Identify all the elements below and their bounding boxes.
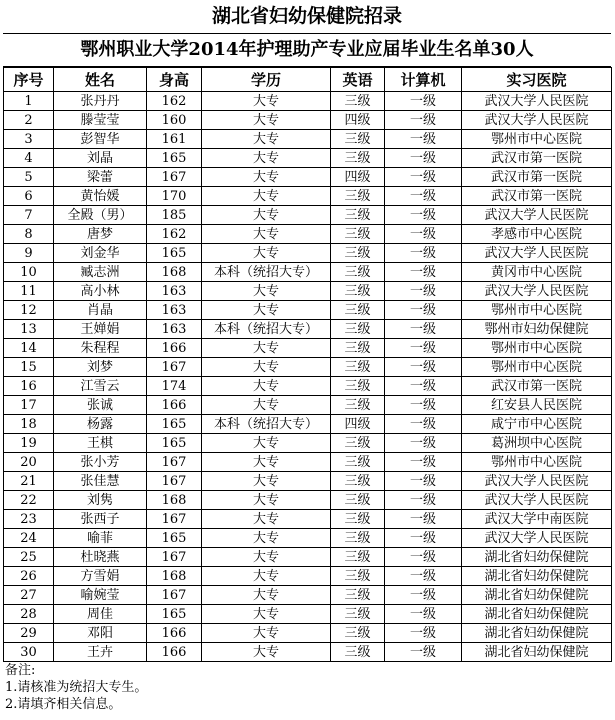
cell-computer: 一级 [385, 472, 462, 491]
cell-height: 165 [147, 415, 202, 434]
table-row [4, 168, 612, 187]
cell-index: 12 [4, 301, 54, 320]
table-row [4, 320, 612, 339]
cell-name: 张丹丹 [54, 92, 147, 111]
table-row [4, 472, 612, 491]
cell-education: 本科（统招大专） [202, 415, 331, 434]
cell-hospital: 武汉大学人民医院 [462, 529, 612, 548]
cell-education: 大专 [202, 567, 331, 586]
cell-english: 四级 [331, 111, 385, 130]
cell-education: 大专 [202, 548, 331, 567]
cell-computer: 一级 [385, 130, 462, 149]
cell-index: 18 [4, 415, 54, 434]
cell-height: 165 [147, 149, 202, 168]
cell-name: 全殿（男） [54, 206, 147, 225]
cell-computer: 一级 [385, 358, 462, 377]
cell-education: 大专 [202, 358, 331, 377]
cell-hospital: 武汉大学人民医院 [462, 206, 612, 225]
table-row [4, 206, 612, 225]
cell-name: 方雪娟 [54, 567, 147, 586]
cell-index: 3 [4, 130, 54, 149]
cell-height: 165 [147, 529, 202, 548]
cell-height: 174 [147, 377, 202, 396]
cell-computer: 一级 [385, 377, 462, 396]
table-row [4, 415, 612, 434]
cell-height: 166 [147, 396, 202, 415]
cell-computer: 一级 [385, 301, 462, 320]
cell-english: 三级 [331, 282, 385, 301]
cell-name: 刘晶 [54, 149, 147, 168]
cell-english: 三级 [331, 453, 385, 472]
cell-education: 大专 [202, 206, 331, 225]
cell-english: 三级 [331, 396, 385, 415]
cell-english: 三级 [331, 605, 385, 624]
cell-education: 大专 [202, 529, 331, 548]
cell-education: 大专 [202, 282, 331, 301]
cell-hospital: 湖北省妇幼保健院 [462, 586, 612, 605]
cell-height: 168 [147, 491, 202, 510]
cell-education: 大专 [202, 168, 331, 187]
cell-height: 167 [147, 510, 202, 529]
cell-index: 10 [4, 263, 54, 282]
cell-education: 大专 [202, 187, 331, 206]
cell-computer: 一级 [385, 415, 462, 434]
cell-height: 165 [147, 434, 202, 453]
cell-index: 23 [4, 510, 54, 529]
cell-hospital: 鄂州市妇幼保健院 [462, 320, 612, 339]
cell-education: 大专 [202, 586, 331, 605]
cell-english: 三级 [331, 358, 385, 377]
cell-name: 黄怡媛 [54, 187, 147, 206]
cell-height: 162 [147, 92, 202, 111]
cell-hospital: 武汉大学人民医院 [462, 92, 612, 111]
cell-name: 臧志洲 [54, 263, 147, 282]
cell-hospital: 湖北省妇幼保健院 [462, 643, 612, 662]
cell-hospital: 武汉大学人民医院 [462, 282, 612, 301]
cell-height: 160 [147, 111, 202, 130]
cell-height: 170 [147, 187, 202, 206]
header-index: 序号 [4, 68, 54, 92]
table-row [4, 396, 612, 415]
cell-computer: 一级 [385, 434, 462, 453]
cell-name: 刘隽 [54, 491, 147, 510]
cell-name: 刘梦 [54, 358, 147, 377]
cell-name: 江雪云 [54, 377, 147, 396]
cell-hospital: 葛洲坝中心医院 [462, 434, 612, 453]
cell-index: 26 [4, 567, 54, 586]
cell-name: 滕莹莹 [54, 111, 147, 130]
cell-name: 彭智华 [54, 130, 147, 149]
cell-computer: 一级 [385, 244, 462, 263]
cell-index: 29 [4, 624, 54, 643]
cell-education: 大专 [202, 491, 331, 510]
cell-english: 三级 [331, 225, 385, 244]
table-body [4, 92, 612, 662]
header-height: 身高 [147, 68, 202, 92]
cell-hospital: 湖北省妇幼保健院 [462, 548, 612, 567]
cell-computer: 一级 [385, 339, 462, 358]
graduate-table [3, 67, 612, 662]
cell-english: 四级 [331, 168, 385, 187]
notes [3, 662, 611, 713]
cell-english: 三级 [331, 130, 385, 149]
cell-name: 王婵娟 [54, 320, 147, 339]
table-row [4, 529, 612, 548]
cell-computer: 一级 [385, 491, 462, 510]
cell-height: 185 [147, 206, 202, 225]
table-row [4, 377, 612, 396]
cell-english: 三级 [331, 472, 385, 491]
cell-name: 刘金华 [54, 244, 147, 263]
cell-computer: 一级 [385, 206, 462, 225]
cell-computer: 一级 [385, 168, 462, 187]
cell-hospital: 武汉大学人民医院 [462, 491, 612, 510]
document-subtitle: 鄂州职业大学2014年护理助产专业应届毕业生名单30人 [3, 34, 611, 67]
cell-english: 四级 [331, 415, 385, 434]
cell-hospital: 鄂州市中心医院 [462, 130, 612, 149]
cell-english: 三级 [331, 320, 385, 339]
table-row [4, 491, 612, 510]
table-row [4, 510, 612, 529]
cell-computer: 一级 [385, 149, 462, 168]
table-row [4, 358, 612, 377]
cell-english: 三级 [331, 624, 385, 643]
cell-education: 大专 [202, 510, 331, 529]
cell-name: 张西子 [54, 510, 147, 529]
cell-height: 163 [147, 301, 202, 320]
cell-name: 张诚 [54, 396, 147, 415]
cell-index: 16 [4, 377, 54, 396]
cell-index: 9 [4, 244, 54, 263]
cell-computer: 一级 [385, 92, 462, 111]
cell-english: 三级 [331, 548, 385, 567]
cell-education: 大专 [202, 624, 331, 643]
cell-index: 17 [4, 396, 54, 415]
cell-height: 166 [147, 624, 202, 643]
cell-index: 5 [4, 168, 54, 187]
cell-index: 21 [4, 472, 54, 491]
table-row [4, 301, 612, 320]
cell-hospital: 武汉大学人民医院 [462, 472, 612, 491]
table-row [4, 111, 612, 130]
cell-hospital: 武汉市第一医院 [462, 187, 612, 206]
cell-index: 20 [4, 453, 54, 472]
header-name: 姓名 [54, 68, 147, 92]
table-row [4, 339, 612, 358]
cell-index: 2 [4, 111, 54, 130]
cell-index: 25 [4, 548, 54, 567]
table-row [4, 548, 612, 567]
note-item: 2.请填齐相关信息。 [5, 697, 122, 712]
table-row [4, 453, 612, 472]
cell-english: 三级 [331, 187, 385, 206]
cell-education: 大专 [202, 301, 331, 320]
table-row [4, 567, 612, 586]
cell-name: 朱程程 [54, 339, 147, 358]
cell-height: 168 [147, 263, 202, 282]
cell-computer: 一级 [385, 396, 462, 415]
cell-index: 11 [4, 282, 54, 301]
cell-name: 肖晶 [54, 301, 147, 320]
cell-index: 22 [4, 491, 54, 510]
cell-name: 梁蕾 [54, 168, 147, 187]
cell-education: 大专 [202, 225, 331, 244]
cell-hospital: 武汉市第一医院 [462, 149, 612, 168]
cell-hospital: 湖北省妇幼保健院 [462, 567, 612, 586]
cell-education: 本科（统招大专） [202, 263, 331, 282]
cell-english: 三级 [331, 149, 385, 168]
cell-index: 27 [4, 586, 54, 605]
cell-education: 大专 [202, 396, 331, 415]
cell-computer: 一级 [385, 510, 462, 529]
table-row [4, 244, 612, 263]
cell-english: 三级 [331, 339, 385, 358]
table-row [4, 282, 612, 301]
cell-computer: 一级 [385, 605, 462, 624]
cell-name: 张小芳 [54, 453, 147, 472]
header-hospital: 实习医院 [462, 68, 612, 92]
table-row [4, 92, 612, 111]
cell-index: 7 [4, 206, 54, 225]
cell-computer: 一级 [385, 643, 462, 662]
cell-education: 大专 [202, 605, 331, 624]
cell-english: 三级 [331, 586, 385, 605]
cell-hospital: 黄冈市中心医院 [462, 263, 612, 282]
cell-height: 165 [147, 244, 202, 263]
cell-name: 喻菲 [54, 529, 147, 548]
cell-hospital: 鄂州市中心医院 [462, 339, 612, 358]
cell-height: 163 [147, 320, 202, 339]
cell-computer: 一级 [385, 225, 462, 244]
cell-index: 14 [4, 339, 54, 358]
cell-height: 167 [147, 168, 202, 187]
cell-english: 三级 [331, 206, 385, 225]
cell-name: 张佳慧 [54, 472, 147, 491]
cell-index: 4 [4, 149, 54, 168]
cell-hospital: 武汉市第一医院 [462, 168, 612, 187]
cell-computer: 一级 [385, 111, 462, 130]
cell-english: 三级 [331, 491, 385, 510]
cell-computer: 一级 [385, 187, 462, 206]
cell-hospital: 武汉大学中南医院 [462, 510, 612, 529]
cell-index: 19 [4, 434, 54, 453]
cell-index: 13 [4, 320, 54, 339]
header-computer: 计算机 [385, 68, 462, 92]
table-row [4, 225, 612, 244]
cell-education: 大专 [202, 149, 331, 168]
cell-education: 大专 [202, 472, 331, 491]
cell-height: 167 [147, 586, 202, 605]
cell-education: 大专 [202, 434, 331, 453]
cell-computer: 一级 [385, 263, 462, 282]
cell-name: 杜晓燕 [54, 548, 147, 567]
cell-education: 大专 [202, 643, 331, 662]
table-row [4, 130, 612, 149]
cell-name: 杨露 [54, 415, 147, 434]
cell-english: 三级 [331, 434, 385, 453]
cell-index: 28 [4, 605, 54, 624]
cell-english: 三级 [331, 643, 385, 662]
cell-english: 三级 [331, 529, 385, 548]
cell-name: 邓阳 [54, 624, 147, 643]
cell-hospital: 湖北省妇幼保健院 [462, 605, 612, 624]
table-row [4, 586, 612, 605]
notes-label: 备注: [5, 663, 36, 678]
cell-english: 三级 [331, 263, 385, 282]
header-row [4, 68, 612, 92]
table-row [4, 187, 612, 206]
cell-index: 8 [4, 225, 54, 244]
cell-education: 大专 [202, 377, 331, 396]
cell-education: 大专 [202, 130, 331, 149]
cell-hospital: 湖北省妇幼保健院 [462, 624, 612, 643]
cell-hospital: 咸宁市中心医院 [462, 415, 612, 434]
cell-hospital: 鄂州市中心医院 [462, 301, 612, 320]
cell-height: 165 [147, 605, 202, 624]
note-item: 1.请核准为统招大专生。 [5, 680, 148, 695]
cell-hospital: 武汉大学人民医院 [462, 111, 612, 130]
cell-english: 三级 [331, 244, 385, 263]
cell-hospital: 武汉大学人民医院 [462, 244, 612, 263]
table-row [4, 434, 612, 453]
cell-index: 30 [4, 643, 54, 662]
cell-education: 大专 [202, 339, 331, 358]
cell-index: 6 [4, 187, 54, 206]
cell-computer: 一级 [385, 282, 462, 301]
cell-height: 163 [147, 282, 202, 301]
table-row [4, 624, 612, 643]
cell-height: 167 [147, 453, 202, 472]
cell-english: 三级 [331, 510, 385, 529]
cell-computer: 一级 [385, 567, 462, 586]
table-row [4, 263, 612, 282]
cell-height: 167 [147, 548, 202, 567]
cell-height: 168 [147, 567, 202, 586]
cell-height: 162 [147, 225, 202, 244]
cell-hospital: 武汉市第一医院 [462, 377, 612, 396]
cell-height: 166 [147, 643, 202, 662]
cell-computer: 一级 [385, 586, 462, 605]
cell-computer: 一级 [385, 453, 462, 472]
cell-hospital: 孝感市中心医院 [462, 225, 612, 244]
cell-name: 高小林 [54, 282, 147, 301]
cell-education: 大专 [202, 453, 331, 472]
cell-name: 王卉 [54, 643, 147, 662]
cell-hospital: 鄂州市中心医院 [462, 358, 612, 377]
cell-english: 三级 [331, 377, 385, 396]
cell-name: 王棋 [54, 434, 147, 453]
document-title: 湖北省妇幼保健院招录 [3, 0, 611, 34]
cell-computer: 一级 [385, 624, 462, 643]
cell-computer: 一级 [385, 320, 462, 339]
spreadsheet [3, 0, 611, 713]
header-english: 英语 [331, 68, 385, 92]
cell-computer: 一级 [385, 548, 462, 567]
cell-english: 三级 [331, 567, 385, 586]
table-row [4, 149, 612, 168]
cell-height: 167 [147, 358, 202, 377]
cell-name: 唐梦 [54, 225, 147, 244]
cell-height: 161 [147, 130, 202, 149]
cell-height: 166 [147, 339, 202, 358]
cell-education: 大专 [202, 92, 331, 111]
table-row [4, 605, 612, 624]
cell-computer: 一级 [385, 529, 462, 548]
cell-name: 周佳 [54, 605, 147, 624]
cell-education: 大专 [202, 244, 331, 263]
cell-index: 24 [4, 529, 54, 548]
cell-hospital: 鄂州市中心医院 [462, 453, 612, 472]
cell-index: 1 [4, 92, 54, 111]
header-education: 学历 [202, 68, 331, 92]
cell-name: 喻婉莹 [54, 586, 147, 605]
cell-education: 大专 [202, 111, 331, 130]
cell-english: 三级 [331, 301, 385, 320]
cell-height: 167 [147, 472, 202, 491]
cell-english: 三级 [331, 92, 385, 111]
cell-index: 15 [4, 358, 54, 377]
table-row [4, 643, 612, 662]
cell-education: 本科（统招大专） [202, 320, 331, 339]
cell-hospital: 红安县人民医院 [462, 396, 612, 415]
